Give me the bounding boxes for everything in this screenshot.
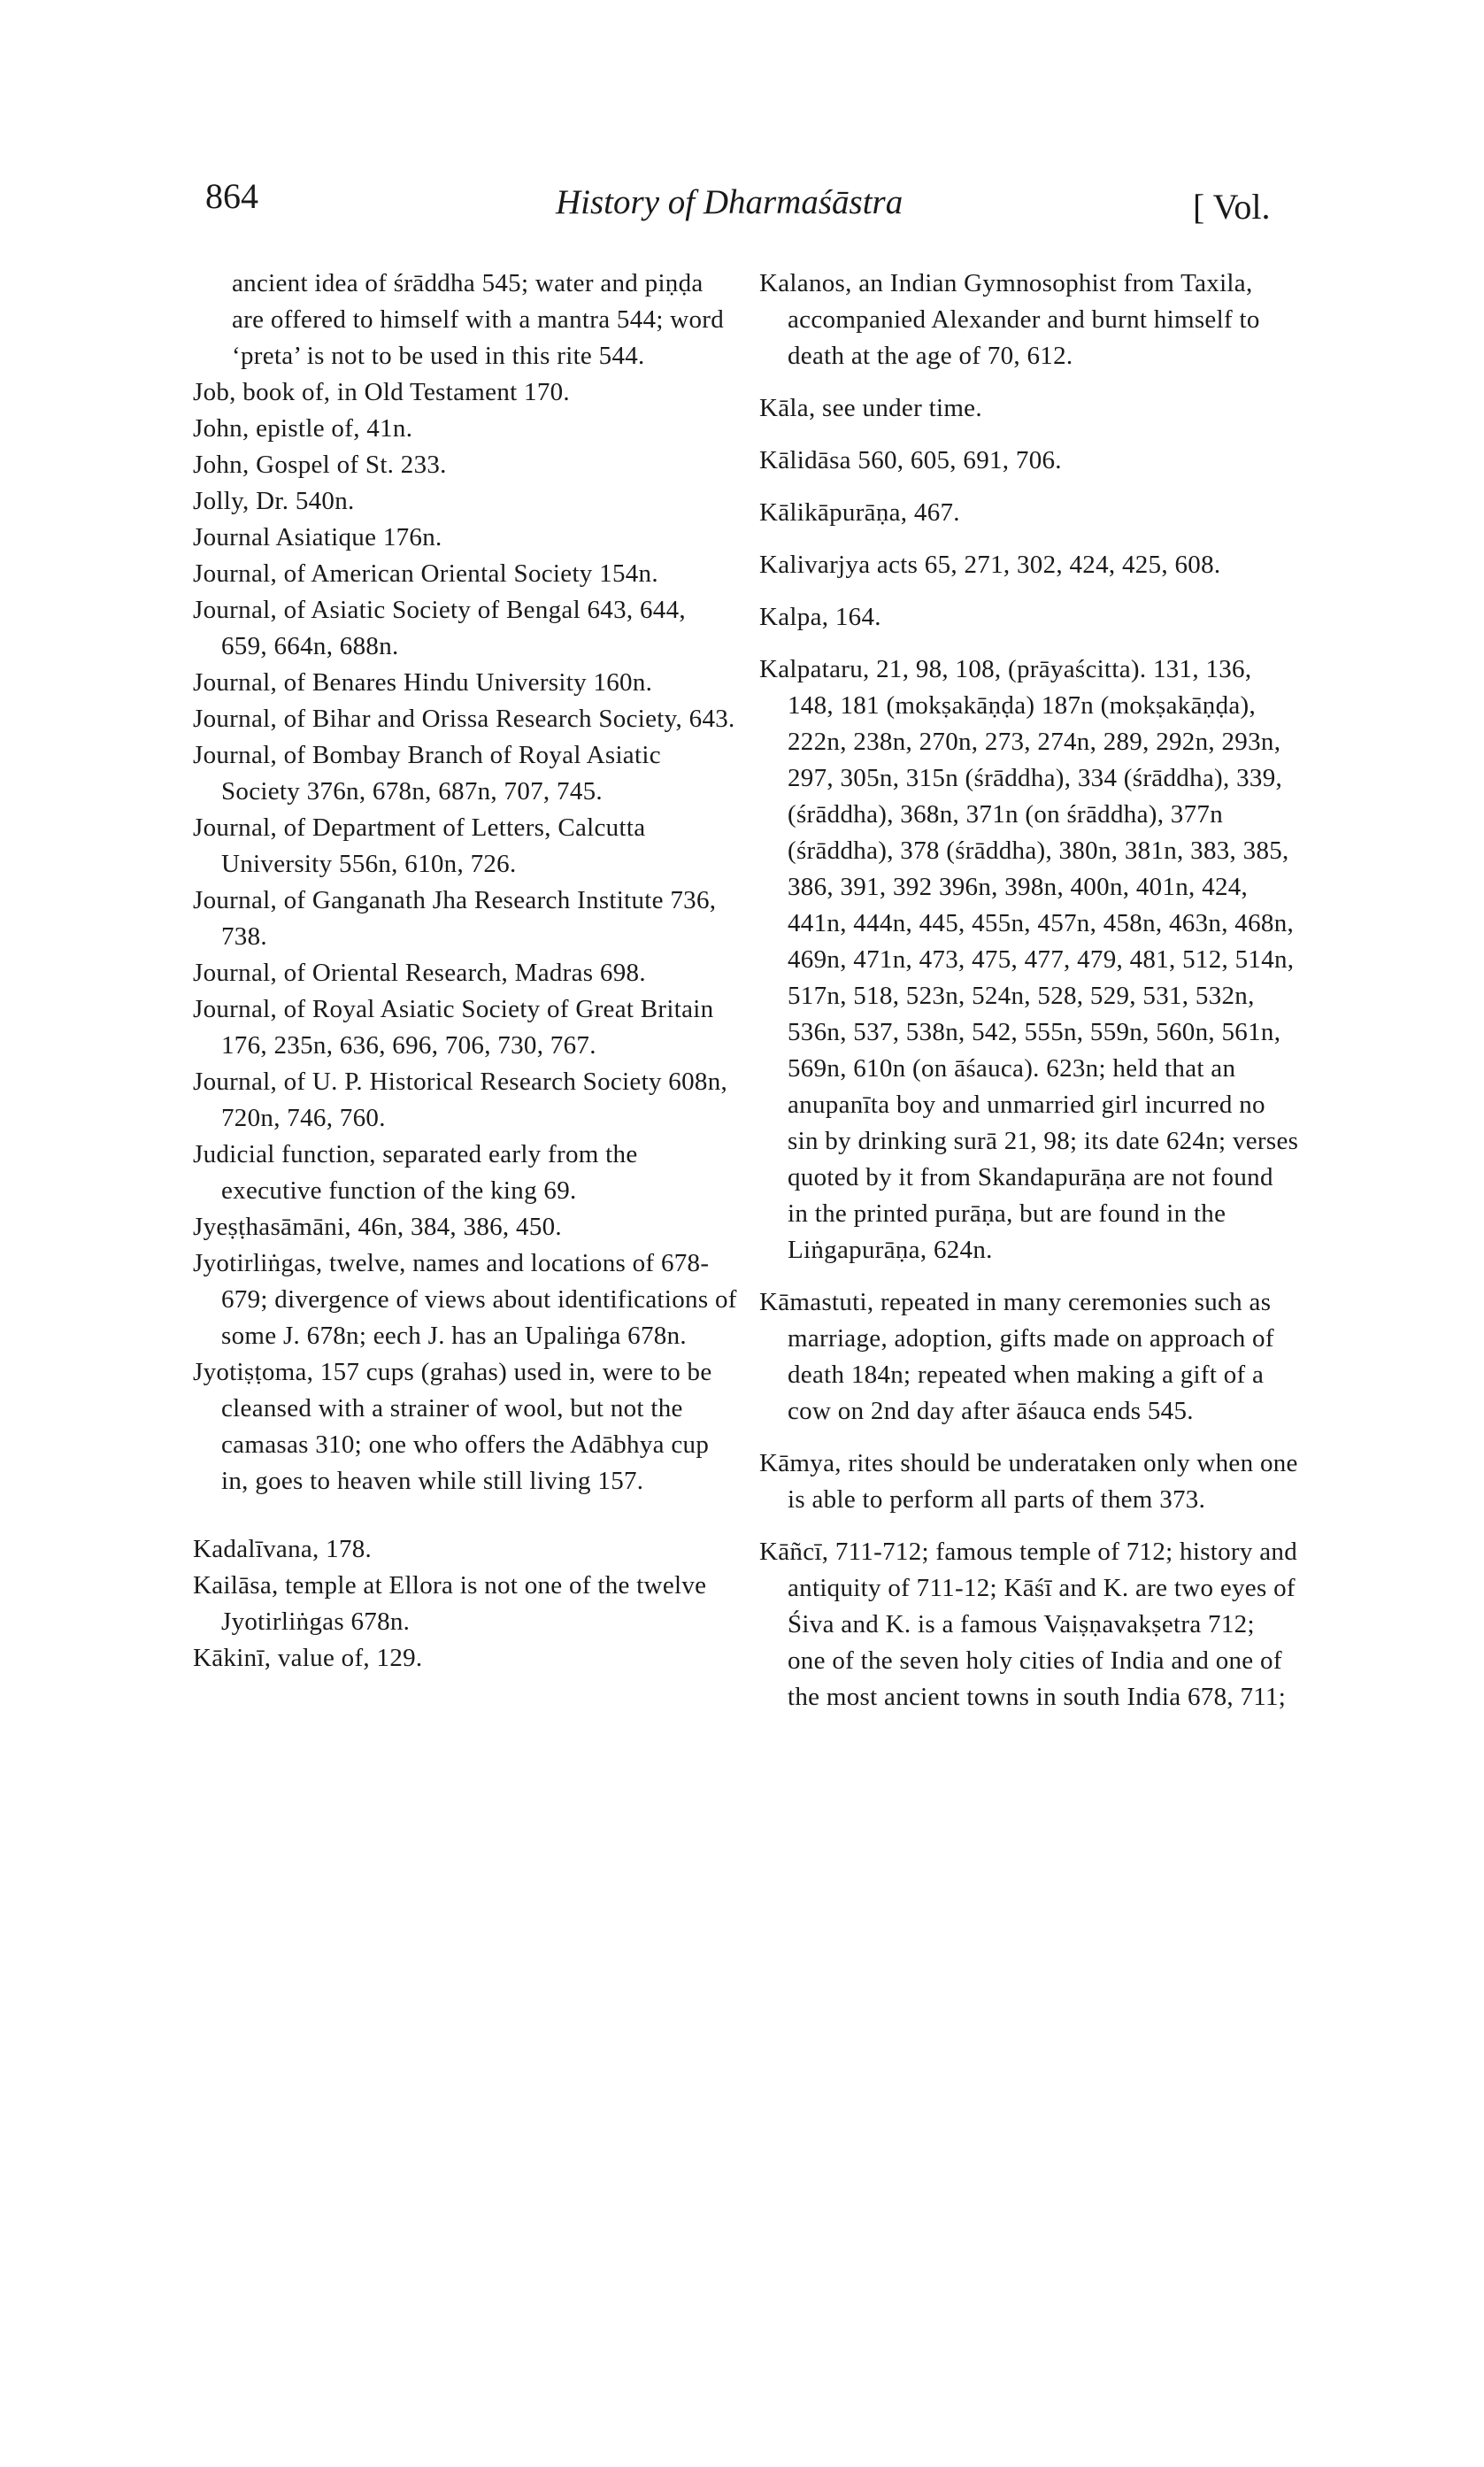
index-entry: Jyotirliṅgas, twelve, names and locations of 678-679; divergence of views about identifications of some J. 678n; eech J. has an Upaliṅga 678n.	[193, 1249, 737, 1350]
index-entry: Kāmya, rites should be underataken only when one is able to perform all parts of them 373.	[759, 1449, 1298, 1514]
index-entry: Journal, of Benares Hindu University 160n.	[193, 668, 653, 697]
index-entry: Kailāsa, temple at Ellora is not one of the twelve Jyotirliṅgas 678n.	[193, 1571, 707, 1636]
index-entry: Judicial function, separated early from the executive function of the king 69.	[193, 1140, 638, 1205]
index-entry: Kalanos, an Indian Gymnosophist from Taxila, accompanied Alexander and burnt himself to death at the age of 70, 612.	[759, 269, 1260, 370]
index-entry: Jyotiṣṭoma, 157 cups (grahas) used in, were to be cleansed with a strainer of wool, but not the camasas 310; one who offers the Adābhya cup in, goes to heaven while still living 157.	[193, 1358, 712, 1495]
index-entry: Journal, of Oriental Research, Madras 698.	[193, 959, 646, 987]
page-header	[0, 175, 1484, 237]
index-entry: John, epistle of, 41n.	[193, 414, 413, 443]
index-entry: Kalivarjya acts 65, 271, 302, 424, 425, 608.	[759, 551, 1221, 579]
index-entry: John, Gospel of St. 233.	[193, 451, 447, 479]
index-entry: Kākinī, value of, 129.	[193, 1644, 423, 1672]
index-entry: Job, book of, in Old Testament 170.	[193, 378, 570, 406]
index-entry: Journal, of Bombay Branch of Royal Asiatic Society 376n, 678n, 687n, 707, 745.	[193, 741, 661, 806]
index-entry: Kadalīvana, 178.	[193, 1535, 373, 1563]
volume-label: [ Vol.	[1193, 187, 1271, 227]
index-entry: Journal, of U. P. Historical Research Society 608n, 720n, 746, 760.	[193, 1068, 728, 1132]
index-entry: Journal, of Asiatic Society of Bengal 643, 644, 659, 664n, 688n.	[193, 596, 686, 660]
page-number: 864	[205, 176, 258, 216]
index-entry: Journal, of Department of Letters, Calcutta University 556n, 610n, 726.	[193, 813, 646, 878]
index-entry: Kalpa, 164.	[759, 603, 881, 631]
running-title: History of Dharmaśāstra	[556, 183, 903, 221]
index-entry: Journal Asiatique 176n.	[193, 523, 442, 551]
index-entry: Journal, of Ganganath Jha Research Institute 736, 738.	[193, 886, 717, 951]
index-entry: Kālidāsa 560, 605, 691, 706.	[759, 446, 1062, 474]
index-entry: Kāla, see under time.	[759, 394, 982, 422]
right-index-column	[759, 266, 1299, 1731]
index-entry: Kalpataru, 21, 98, 108, (prāyaścitta). 131, 136, 148, 181 (mokṣakāṇḍa) 187n (mokṣakāṇḍa), 222n, 238n, 270n, 273, 274n, 289, 292n, 293n, 297, 305n, 315n (śrāddha), 334 (śrāddha), 339, (śrāddha), 368n, 371n (on śrāddha), 377n (śrāddha), 378 (śrāddha), 380n, 381n, 383, 385, 386, 391, 392 396n, 398n, 400n, 401n, 424, 441n, 444n, 445, 455n, 457n, 458n, 463n, 468n, 469n, 471n, 473, 475, 477, 479, 481, 512, 514n, 517n, 518, 523n, 524n, 528, 529, 531, 532n, 536n, 537, 538n, 542, 555n, 559n, 560n, 561n, 569n, 610n (on āśauca). 623n; held that an anupanīta boy and unmarried girl incurred no sin by drinking surā 21, 98; its date 624n; verses quoted by it from Skandapurāṇa are not found in the printed purāṇa, but are found in the Liṅgapurāṇa, 624n.	[759, 655, 1299, 1264]
index-entry: Journal, of American Oriental Society 154n.	[193, 559, 658, 588]
index-entry: ancient idea of śrāddha 545; water and piṇḍa are offered to himself with a mantra 544; word ‘preta’ is not to be used in this rite 544.	[232, 269, 725, 370]
index-entry: Kālikāpurāṇa, 467.	[759, 498, 960, 527]
index-entry: Jolly, Dr. 540n.	[193, 487, 355, 515]
index-entry: Kāmastuti, repeated in many ceremonies such as marriage, adoption, gifts made on approach of death 184n; repeated when making a gift of a cow on 2nd day after āśauca ends 545.	[759, 1288, 1274, 1425]
section-gap	[193, 1499, 737, 1531]
index-entry: Journal, of Bihar and Orissa Research Society, 643.	[193, 705, 735, 733]
index-entry: Journal, of Royal Asiatic Society of Great Britain 176, 235n, 636, 696, 706, 730, 767.	[193, 995, 714, 1060]
left-index-column	[193, 266, 737, 1677]
index-entry: Kāñcī, 711-712; famous temple of 712; history and antiquity of 711-12; Kāśī and K. are two eyes of Śiva and K. is a famous Vaiṣṇavakṣetra 712; one of the seven holy cities of India and one of the most ancient towns in south India 678, 711;	[759, 1538, 1298, 1711]
index-entry: Jyeṣṭhasāmāni, 46n, 384, 386, 450.	[193, 1213, 562, 1241]
